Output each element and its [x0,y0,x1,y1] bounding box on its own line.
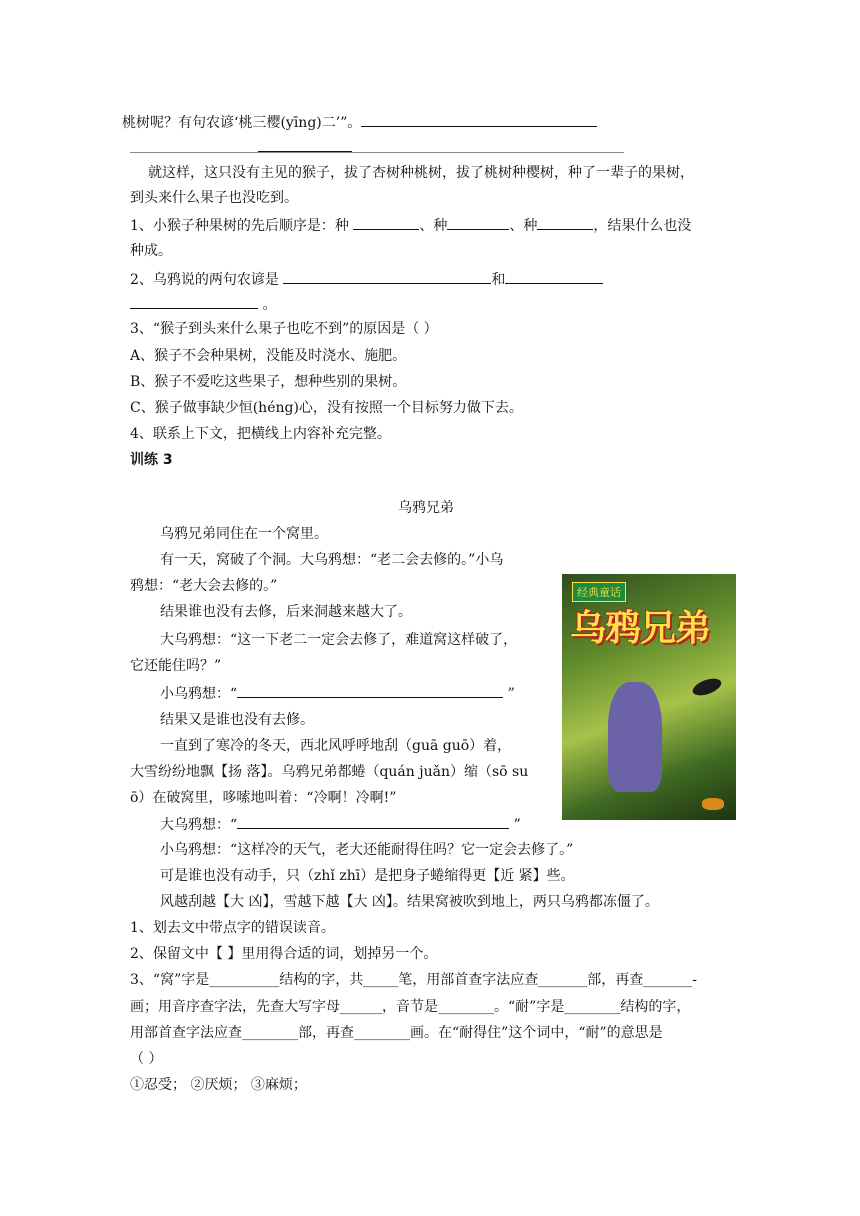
answer-blank[interactable] [353,215,419,230]
option-a[interactable]: A、猴子不会种果树，没能及时浇水、施肥。 [130,348,407,364]
story-paragraph: 结果又是谁也没有去修。 [160,712,314,728]
story-paragraph: 小乌鸦想：“这样冷的天气，老大还能耐得住吗？它一定会去修了。” [160,842,574,858]
cover-badge: 经典童话 [572,582,626,602]
question-2 [130,269,603,290]
exercise-3: 用部首查字法应查________部，再查________画。在“耐得住”这个词中，“耐”的意思是 [130,1025,663,1041]
exercise-3: （ ） [130,1051,163,1067]
story-paragraph [160,683,515,704]
crow-icon [691,675,724,698]
story-paragraph [160,814,521,835]
text-segment: 桃树呢？有句农谚‘桃三樱(yīng)二’”。 [122,115,362,131]
story-paragraph: 可是谁也没有动手，只（zhǐ zhī）是把身子蜷缩得更【近 紧】些。 [160,868,575,884]
text-line [122,112,597,133]
story-line: 它还能住吗？” [130,658,222,674]
story-paragraph: 一直到了寒冷的冬天，西北风呼呼地刮（guā guō）着， [160,738,512,754]
story-paragraph: 风越刮越【大 凶】，雪越下越【大 凶】。结果窝被吹到地上，两只乌鸦都冻僵了。 [160,894,659,910]
story-paragraph: 结果谁也没有去修，后来洞越来越大了。 [160,604,412,620]
text-segment: 小乌鸦想：“ [160,686,238,702]
text-segment: 大乌鸦想：“ [160,817,238,833]
question-1 [130,215,691,236]
question-3: 3、“猴子到头来什么果子也吃不到”的原因是（ ） [130,321,438,337]
option-c[interactable]: C、猴子做事缺少恒(héng)心，没有按照一个目标努力做下去。 [130,400,523,416]
text-segment: 和 [491,272,506,288]
story-paragraph: 有一天，窝破了个洞。大乌鸦想：“老二会去修的。”小乌 [160,552,504,568]
exercise-3: 画；用音序查字法，先查大写字母______，音节是________。“耐”字是________结构的字， [130,999,691,1015]
answer-blank[interactable] [237,814,509,829]
story-line: 大雪纷纷地飘【扬 落】。乌鸦兄弟都蜷（quán juǎn）缩（sō su [130,764,529,780]
exercise-2: 2、保留文中【 】里用得合适的词，划掉另一个。 [130,946,438,962]
text-segment: 2、乌鸦说的两句农谚是 [130,272,284,288]
option-b[interactable]: B、猴子不爱吃这些果子，想种些别的果树。 [130,374,407,390]
answer-blank[interactable] [537,215,593,230]
text-segment: 、种 [509,218,538,234]
answer-blank[interactable] [361,112,597,127]
text-line: 到头来什么果子也没吃到。 [130,190,298,206]
story-line: 鸦想：“老大会去修的。” [130,578,278,594]
text-segment: ，结果什么也没 [593,218,692,234]
animal-icon [702,798,724,810]
story-paragraph: 大乌鸦想：“这一下老二一定会去修了，难道窝这样破了， [160,632,518,648]
answer-blank[interactable] [505,269,603,284]
cover-figure [608,682,662,792]
cover-title: 乌鸦兄弟 [570,608,711,649]
book-cover-image [562,574,736,820]
text-line: 种成。 [130,243,172,259]
text-segment: 1、小猴子种果树的先后顺序是：种 [130,218,354,234]
exercise-3: 3、“窝”字是__________结构的字，共_____笔，用部首查字法应查_______部，再查_______- [130,972,697,988]
text-line: 就这样，这只没有主见的猴子，拔了杏树种桃树，拔了桃树种樱树，种了一辈子的果树， [148,165,694,181]
text-segment: 、种 [419,218,448,234]
answer-blank[interactable] [283,269,491,284]
text-segment: 。 [258,297,277,313]
answer-line[interactable] [130,152,624,153]
text-segment: ” [503,686,515,702]
story-line: ō）在破窝里，哆嗦地叫着：“冷啊！冷啊!” [130,790,397,806]
section-heading: 训练 3 [130,452,173,468]
answer-line [258,151,352,152]
answer-blank[interactable] [237,683,503,698]
story-paragraph: 乌鸦兄弟同住在一个窝里。 [160,526,328,542]
answer-blank[interactable] [447,215,509,230]
text-segment: ” [509,817,521,833]
story-title: 乌鸦兄弟 [398,500,454,516]
answer-blank[interactable] [130,294,258,309]
exercise-3-options: ①忍受； ②厌烦； ③麻烦； [130,1077,307,1093]
question-4: 4、联系上下文，把横线上内容补充完整。 [130,426,391,442]
exercise-1: 1、划去文中带点字的错误读音。 [130,920,335,936]
text-line [130,294,276,315]
